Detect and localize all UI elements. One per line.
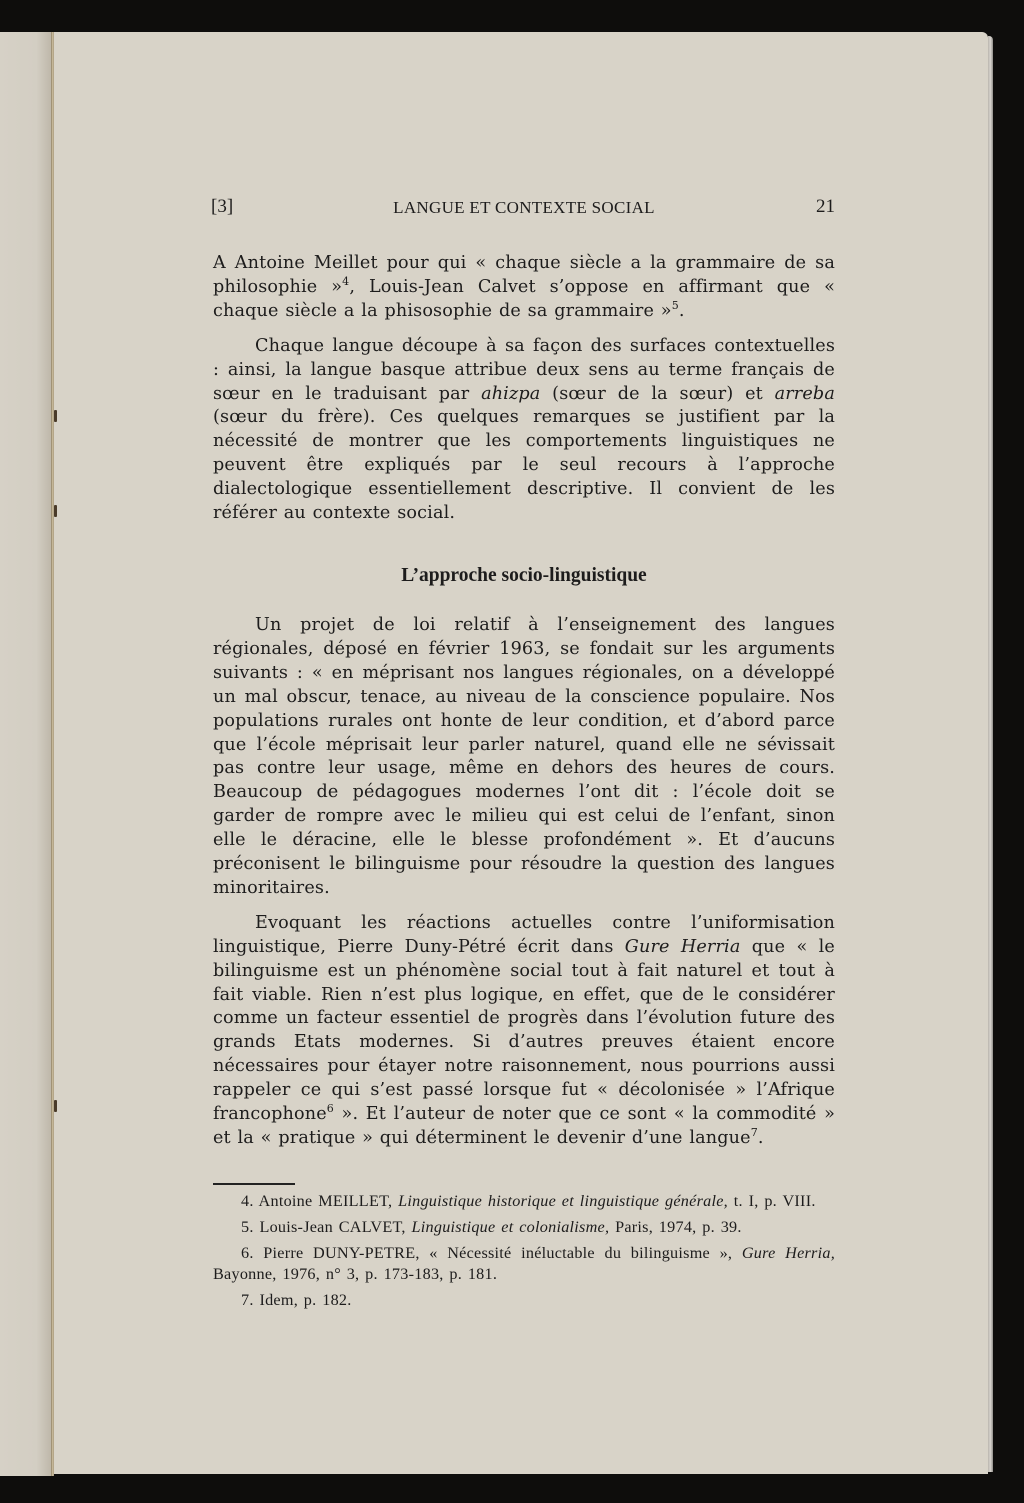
footnote-number: 7. <box>241 1290 254 1309</box>
paragraph-projet-de-loi: Un projet de loi relatif à l’enseignement des langues régionales, déposé en février 1963, se fondait sur les arguments suivants : « en méprisant nos langues régionales, on a développé un mal obscur, tenace, au niveau de la conscience populaire. Nos populations rurales ont honte de leur condition, et d’abord parce que l’école méprisait leur parler naturel, quand elle ne sévissait pas contre leur usage, même en dehors des heures de cours. Beaucoup de pédagogues modernes l’ont dit : l’école doit se garder de rompre avec le milieu qui est celui de l’enfant, sinon elle le déracine, elle le blesse profondément ». Et d’aucuns préconisent le bilinguisme pour résoudre la question des langues minoritaires. <box>213 614 835 898</box>
binding-mark <box>54 410 57 422</box>
paragraph-text: (sœur de la sœur) et <box>540 383 775 404</box>
footnote-ref-4[interactable]: 4 <box>342 274 350 288</box>
footnote-details: Paris, 1974, p. 39. <box>609 1217 742 1236</box>
paragraph-text: . <box>757 1128 764 1148</box>
paragraph-text: Chaque langue découpe à sa façon des surfaces contextuelles : ainsi, la langue basque attribue deux sens au terme français de sœur en le traduisant par <box>213 335 835 404</box>
footnote-number: 4. <box>241 1191 254 1210</box>
paragraph-text: Evoquant les réactions actuelles contre l’uniformisation linguistique, Pierre Duny-Pétré écrit dans <box>213 912 835 957</box>
footnote-4 <box>213 1191 835 1212</box>
paragraph-meillet-calvet <box>213 252 835 324</box>
paragraph-text: . <box>678 300 685 321</box>
section-heading: L’approche socio-linguistique <box>401 564 647 586</box>
footnote-5 <box>213 1217 835 1238</box>
page-content <box>213 196 835 1316</box>
footnote-ref-6[interactable]: 6 <box>326 1102 334 1116</box>
running-title: LANGUE ET CONTEXTE SOCIAL <box>393 198 655 217</box>
paragraph-text: , Louis-Jean Calvet s’oppose en affirmant que « chaque siècle a la phisosophie de sa grammaire » <box>213 276 836 321</box>
footnotes <box>213 1191 835 1311</box>
journal-title: Gure Herria <box>624 936 741 957</box>
footnote-details: Bayonne, 1976, n° 3, p. 173-183, p. 181. <box>213 1264 498 1283</box>
page-stack-edge <box>988 36 993 1472</box>
footnote-title: Linguistique historique et linguistique générale, <box>398 1191 728 1210</box>
basque-term-arreba: arreba <box>774 383 835 404</box>
footnote-6 <box>213 1243 835 1285</box>
paragraph-duny-petre <box>213 912 835 1151</box>
footnote-ref-7[interactable]: 7 <box>750 1126 758 1139</box>
footnote-author: Pierre DUNY-PETRE, « Nécessité inéluctable du bilinguisme », <box>253 1243 742 1262</box>
binding-mark <box>54 1100 57 1112</box>
footnote-number: 6. <box>241 1243 254 1262</box>
basque-term-ahizpa: ahizpa <box>481 383 541 404</box>
footnote-author: Louis-Jean CALVET, <box>253 1217 412 1236</box>
footnote-title: Linguistique et colonialisme, <box>411 1217 610 1236</box>
footnote-ref-5[interactable]: 5 <box>671 298 679 312</box>
binding-mark <box>54 505 57 517</box>
page-number: 21 <box>816 196 835 217</box>
section-number: [3] <box>211 196 234 217</box>
footnote-title: Gure Herria, <box>741 1243 835 1262</box>
paragraph-text: (sœur du frère). Ces quelques remarques se justifient par la nécessité de montrer que les comportements linguistiques ne peuvent être expliqués par le seul recours à l’approche dialectologique essentiellement descriptive. Il convient de les référer au contexte social. <box>213 407 835 524</box>
footnote-author: Antoine MEILLET, <box>253 1191 399 1210</box>
footnote-author: Idem, p. 182. <box>253 1290 352 1309</box>
footnote-separator <box>213 1183 295 1185</box>
footnote-number: 5. <box>241 1217 254 1236</box>
facing-page-edge <box>0 32 52 1476</box>
running-header <box>213 196 835 226</box>
paragraph-text: ». Et l’auteur de noter que ce sont « la commodité » et la « pratique » qui déterminent le devenir d’une langue <box>213 1104 835 1148</box>
paragraph-basque-example <box>213 335 835 526</box>
footnote-details: t. I, p. VIII. <box>727 1191 816 1210</box>
paragraph-text: A Antoine Meillet pour qui « chaque siècle a la grammaire de sa philosophie » <box>213 253 835 297</box>
footnote-7 <box>213 1290 835 1311</box>
paragraph-text: que « le bilinguisme est un phénomène social tout à fait naturel et tout à fait viable. Rien n’est plus logique, en effet, que de le considérer comme un facteur essentiel de progrès dans l’évolution future des grands Etats modernes. Si d’autres preuves étaient encore nécessaires pour étayer notre raisonnement, nous pourrions aussi rappeler ce qui s’est passé lorsque fut « décolonisée » l’Afrique francophone <box>213 936 835 1125</box>
